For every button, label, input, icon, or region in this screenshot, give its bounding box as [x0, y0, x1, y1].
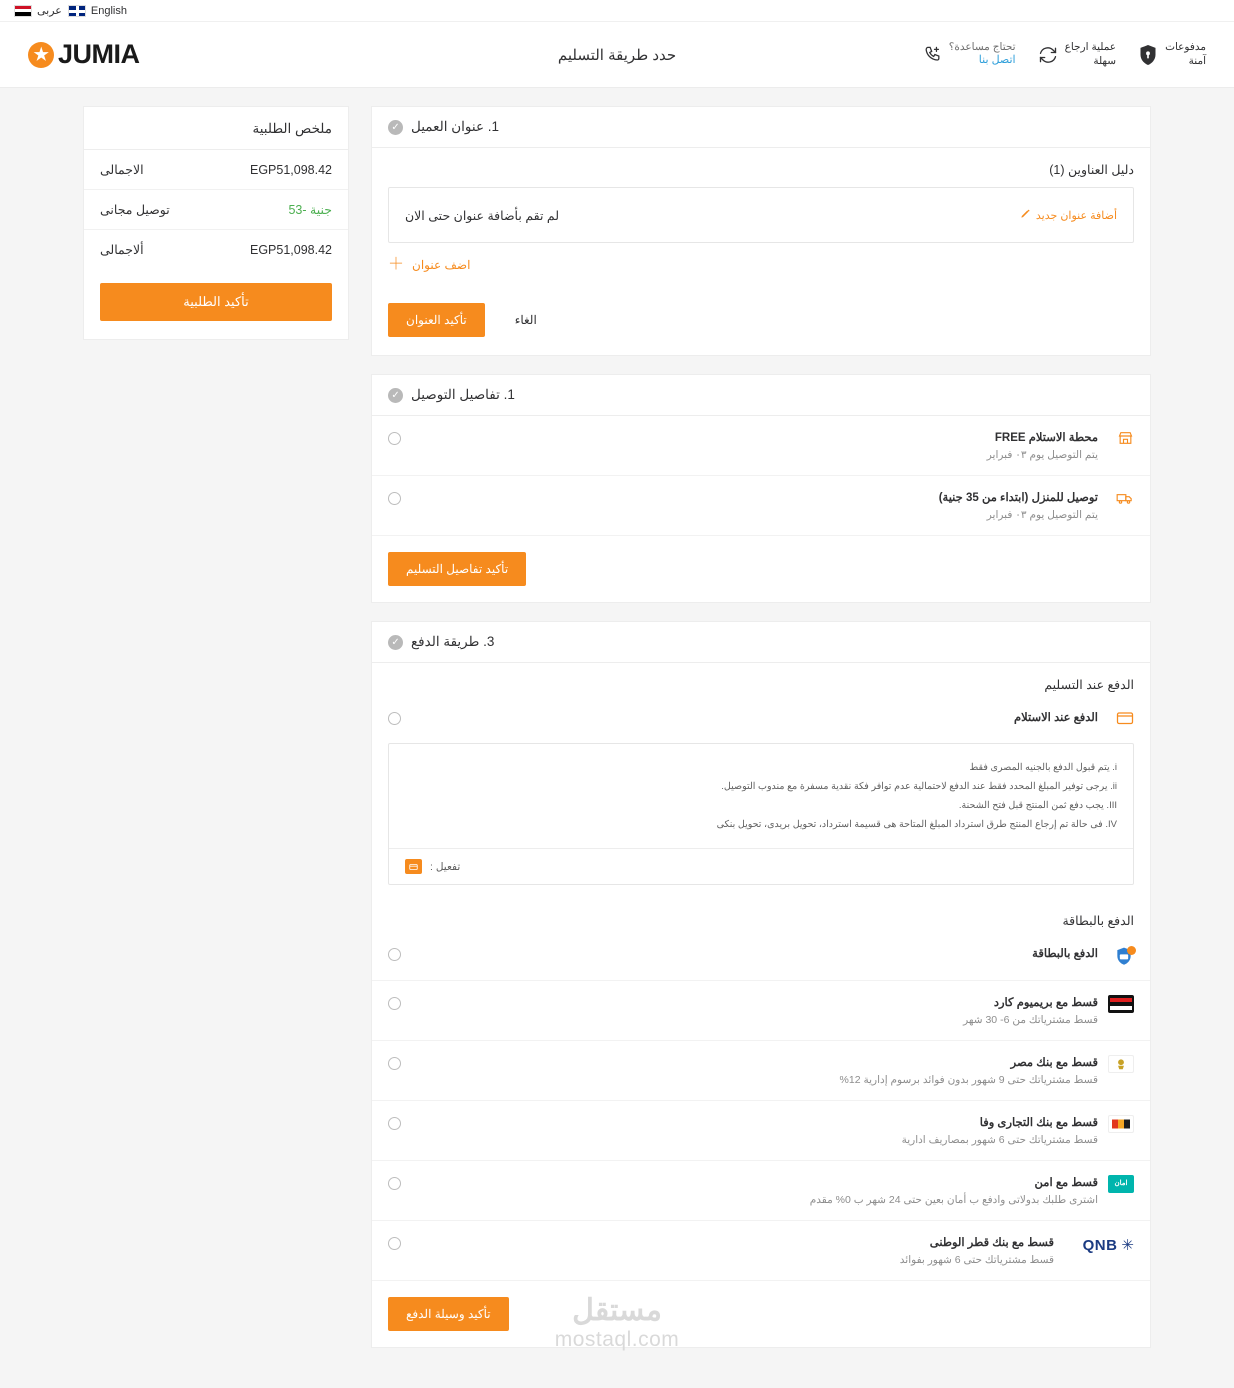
payment-option-valu[interactable] — [372, 1161, 1150, 1221]
check-icon: ✓ — [388, 635, 403, 650]
summary-shipping-value: 53- جنية — [288, 203, 332, 217]
summary-subtotal-value: EGP51,098.42 — [249, 162, 332, 177]
address-book-label: دليل العناوين (1) — [1049, 163, 1134, 177]
pencil-icon — [1020, 208, 1031, 222]
cod-badge-icon — [405, 859, 422, 874]
help-link[interactable]: اتصل بنا — [978, 54, 1016, 67]
confirm-payment-button[interactable]: تأكيد وسيلة الدفع — [388, 1297, 509, 1331]
delivery-option-pickup[interactable] — [372, 416, 1150, 476]
check-icon: ✓ — [388, 120, 403, 135]
delivery-pickup-title: محطة الاستلام FREE — [994, 432, 1098, 444]
payment-option-card[interactable] — [372, 932, 1150, 981]
cod-term-3: III. يجب دفع ثمن المنتج قبل فتح الشحنة. — [958, 800, 1117, 811]
delivery-option-home[interactable] — [372, 476, 1150, 536]
banque-misr-title: قسط مع بنك مصر — [1010, 1057, 1098, 1069]
page-title: حدد طريقة التسليم — [557, 46, 677, 64]
language-arabic-label: عربى — [37, 5, 62, 17]
cod-group-title: الدفع عند التسليم — [1044, 678, 1134, 692]
site-header — [0, 22, 1234, 88]
return-icon — [1038, 45, 1058, 65]
order-summary-column — [83, 106, 349, 340]
pickup-station-icon — [1108, 430, 1134, 446]
payment-option-banque-misr[interactable] — [372, 1041, 1150, 1101]
cancel-address-button[interactable]: الغاء — [509, 312, 543, 328]
summary-total-label: ألاجمالى — [100, 243, 144, 257]
valu-title: قسط مع امن — [1034, 1177, 1098, 1189]
language-english-label: English — [90, 4, 127, 17]
summary-row-subtotal — [84, 150, 348, 190]
address-card-header — [372, 107, 1150, 148]
summary-total-value: EGP51,098.42 — [249, 242, 332, 257]
qnb-brand-text: QNB — [1082, 1236, 1118, 1254]
attijariwafa-radio[interactable] — [388, 1117, 401, 1130]
language-arabic[interactable] — [14, 4, 62, 17]
banque-misr-radio[interactable] — [388, 1057, 401, 1070]
secure-line-1: مدفوعات — [1165, 41, 1206, 54]
secure-line-2: آمنة — [1188, 54, 1206, 67]
cod-radio[interactable] — [388, 712, 401, 725]
valu-sub: اشترى طلبك بدولاتى وادفع ب أمان بعين حتى 24 شهر ب 0% مقدم — [809, 1194, 1098, 1206]
star-icon: ★ — [28, 42, 54, 68]
cod-terms-footer-label: تفعيل : — [430, 860, 461, 873]
card-shield-icon — [1108, 946, 1134, 966]
delivery-step-title: 1. تفاصيل التوصيل — [411, 387, 515, 402]
egypt-flag-icon — [14, 5, 32, 17]
payment-actions — [372, 1281, 1150, 1347]
summary-subtotal-label: الاجمالى — [100, 163, 144, 177]
language-english[interactable] — [68, 5, 127, 17]
cod-terms-footer — [389, 848, 1133, 884]
payment-step-title: 3. طريقة الدفع — [411, 634, 495, 649]
address-card-body — [372, 148, 1150, 289]
header-utilities — [923, 41, 1206, 68]
delivery-card-header — [372, 375, 1150, 416]
payment-option-attijariwafa[interactable] — [372, 1101, 1150, 1161]
payment-card-header — [372, 622, 1150, 663]
plus-icon: ＋ — [388, 256, 405, 273]
valu-icon: امان — [1108, 1175, 1134, 1193]
card-title: الدفع بالبطاقة — [1032, 948, 1098, 960]
cod-terms-box — [388, 743, 1134, 885]
delivery-home-sub: يتم التوصيل يوم ٠٣ فبراير — [986, 509, 1098, 521]
watermark-arabic: مستقل — [572, 1294, 662, 1327]
premium-card-sub: قسط مشترياتك من 6- 30 شهر — [963, 1014, 1098, 1026]
delivery-home-radio[interactable] — [388, 492, 401, 505]
address-empty-box — [388, 187, 1134, 243]
wallet-icon — [1108, 710, 1134, 725]
card-group-title: الدفع بالبطاقة — [1062, 914, 1134, 928]
address-step-title: 1. عنوان العميل — [411, 119, 500, 134]
delivery-pickup-sub: يتم التوصيل يوم ٠٣ فبراير — [986, 449, 1098, 461]
card-radio[interactable] — [388, 948, 401, 961]
address-card — [371, 106, 1151, 356]
secure-payments — [1138, 41, 1206, 67]
easy-returns — [1038, 41, 1116, 67]
delivery-actions — [372, 536, 1150, 602]
valu-radio[interactable] — [388, 1177, 401, 1190]
summary-shipping-label: توصيل مجانى — [100, 203, 170, 217]
add-new-address-inline[interactable] — [1020, 208, 1117, 222]
payment-option-cod[interactable] — [372, 696, 1150, 739]
checkout-page — [0, 88, 1234, 1388]
language-switcher[interactable] — [14, 4, 127, 17]
returns-line-1: عملية ارجاع — [1064, 41, 1117, 54]
add-new-address-label: أضافة عنوان جديد — [1035, 209, 1117, 222]
cod-term-1: i. يتم قبول الدفع بالجنيه المصرى فقط — [969, 762, 1117, 773]
summary-row-total — [84, 230, 348, 269]
address-empty-text: لم تقم بأضافة عنوان حتى الان — [405, 208, 560, 223]
add-address-button[interactable] — [388, 257, 1134, 273]
qnb-sub: قسط مشترياتك حتى 6 شهور بفوائد — [899, 1254, 1054, 1266]
payment-option-premium-card[interactable] — [372, 981, 1150, 1041]
attijariwafa-bank-icon — [1108, 1115, 1134, 1133]
shield-icon — [1138, 44, 1158, 66]
checkout-main-column — [371, 106, 1151, 1348]
summary-row-shipping — [84, 190, 348, 230]
add-address-label: اضف عنوان — [412, 258, 471, 272]
check-icon: ✓ — [388, 388, 403, 403]
cod-term-2: ii. يرجى توفير المبلغ المحدد فقط عند الدفع لاحتمالية عدم توافر فكة نقدية مسفرة مع مندوب التوصيل. — [721, 781, 1117, 792]
delivery-truck-icon — [1108, 490, 1134, 506]
payment-option-qnb[interactable] — [372, 1221, 1150, 1281]
payment-card — [371, 621, 1151, 1348]
banque-misr-icon — [1108, 1055, 1134, 1073]
jumia-logo-text: JUMIA — [58, 39, 140, 69]
cod-title: الدفع عند الاستلام — [1014, 712, 1098, 724]
help-question: تحتاج مساعدة؟ — [948, 41, 1016, 54]
order-summary-actions — [84, 269, 348, 339]
help-contact[interactable] — [923, 41, 1016, 68]
qnb-radio[interactable] — [388, 1237, 401, 1250]
uk-flag-icon — [68, 5, 86, 17]
returns-line-2: سهلة — [1093, 54, 1117, 67]
confirm-order-button[interactable]: تأكيد الطلبية — [100, 283, 332, 321]
qnb-icon — [1064, 1235, 1134, 1255]
cod-term-4: IV. فى حالة تم إرجاع المنتج طرق استرداد المبلغ المتاحة هى قسيمة استرداد، تحويل بريدى، تحويل بنكى — [716, 819, 1117, 830]
confirm-delivery-button[interactable]: تأكيد تفاصيل التسليم — [388, 552, 526, 586]
delivery-home-title: توصيل للمنزل (ابتداء من 35 جنية) — [938, 492, 1098, 504]
qnb-title: قسط مع بنك قطر الوطنى — [929, 1237, 1054, 1249]
delivery-card — [371, 374, 1151, 603]
premium-card-title: قسط مع بريميوم كارد — [993, 997, 1098, 1009]
confirm-address-button[interactable]: تأكيد العنوان — [388, 303, 485, 337]
order-summary-card — [83, 106, 349, 340]
address-actions — [372, 289, 1150, 355]
qnb-star-icon: ✳ — [1121, 1236, 1134, 1254]
premium-card-icon — [1108, 995, 1134, 1013]
watermark-domain: mostaql.com — [554, 1328, 680, 1351]
attijariwafa-title: قسط مع بنك التجارى وفا — [979, 1117, 1098, 1129]
jumia-logo[interactable] — [28, 39, 140, 70]
banque-misr-sub: قسط مشترياتك حتى 9 شهور بدون فوائد برسوم إدارية 12% — [839, 1074, 1098, 1086]
phone-icon — [923, 45, 942, 64]
order-summary-title: ملخص الطلبية — [84, 107, 348, 150]
cod-terms-list — [389, 744, 1133, 848]
premium-card-radio[interactable] — [388, 997, 401, 1010]
language-bar — [0, 0, 1234, 22]
attijariwafa-sub: قسط مشترياتك حتى 6 شهور بمصاريف ادارية — [901, 1134, 1098, 1146]
delivery-pickup-radio[interactable] — [388, 432, 401, 445]
